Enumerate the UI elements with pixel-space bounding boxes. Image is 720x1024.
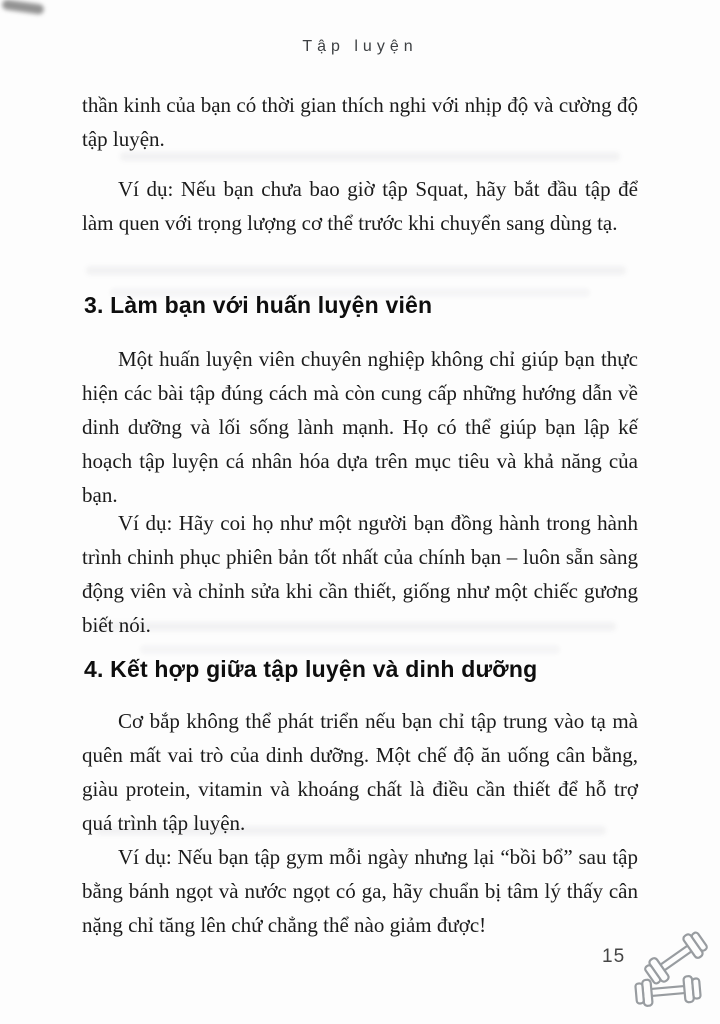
bleedthrough-ghost xyxy=(86,266,626,275)
body-paragraph: Một huấn luyện viên chuyên nghiệp không chỉ giúp bạn thực hiện các bài tập đúng cách mà còn cung cấp những hướng dẫn về dinh dưỡng và lối sống lành mạnh. Họ có thể giúp bạn lập kế hoạch tập luyện cá nhân hóa dựa trên mục tiêu và khả năng của bạn. xyxy=(82,347,638,507)
running-header: Tập luyện xyxy=(302,38,418,55)
section-heading-4: 4. Kết hợp giữa tập luyện và dinh dưỡng xyxy=(84,656,538,682)
scan-smudge xyxy=(2,0,45,15)
body-paragraph-example: Ví dụ: Nếu bạn chưa bao giờ tập Squat, hãy bắt đầu tập để làm quen với trọng lượng cơ thể trước khi chuyển sang dùng tạ. xyxy=(82,177,638,235)
page-number: 15 xyxy=(602,946,626,967)
body-paragraph-example: Ví dụ: Hãy coi họ như một người bạn đồng hành trong hành trình chinh phục phiên bản tốt nhất của chính bạn – luôn sẵn sàng động viên và chỉnh sửa khi cần thiết, giống như một chiếc gương biết nói. xyxy=(82,511,638,637)
body-paragraph-continuation: thần kinh của bạn có thời gian thích nghi với nhịp độ và cường độ tập luyện. xyxy=(82,93,638,151)
section-heading-3: 3. Làm bạn với huấn luyện viên xyxy=(84,292,433,318)
body-paragraph-example: Ví dụ: Nếu bạn tập gym mỗi ngày nhưng lại “bồi bổ” sau tập bằng bánh ngọt và nước ngọt có ga, hãy chuẩn bị tâm lý thấy cân nặng chỉ tăng lên chứ chẳng thể nào giảm được! xyxy=(82,845,638,937)
bleedthrough-ghost xyxy=(140,645,560,654)
dumbbells-icon xyxy=(628,928,716,1016)
body-paragraph: Cơ bắp không thể phát triển nếu bạn chỉ tập trung vào tạ mà quên mất vai trò của dinh dưỡng. Một chế độ ăn uống cân bằng, giàu protein, vitamin và khoáng chất là điều cần thiết để hỗ trợ quá trình tập luyện. xyxy=(82,709,638,835)
